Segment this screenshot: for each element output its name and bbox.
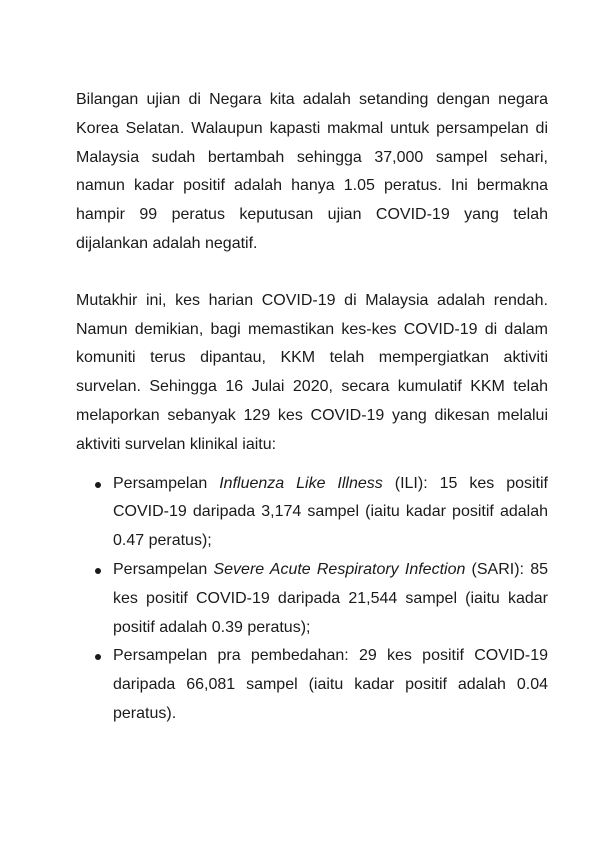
list-item-prefix: Persampelan [113, 474, 220, 492]
list-item-prefix: Persampelan [113, 560, 214, 578]
list-item-pre-surgery [76, 642, 548, 728]
list-item-ili [76, 470, 548, 556]
bullet-icon [95, 482, 101, 488]
bullet-icon [95, 654, 101, 660]
list-item-italic-term: Influenza Like Illness [219, 474, 383, 492]
list-item-text: Persampelan pra pembedahan: 29 kes positif COVID-19 daripada 66,081 sampel (iaitu kadar positif adalah 0.04 peratus). [113, 647, 548, 722]
list-item-suffix: (ILI): 15 kes positif COVID-19 daripada 3,174 sampel (iaitu kadar positif adalah 0.47 peratus); [113, 474, 549, 550]
bullet-icon [95, 568, 101, 574]
list-item-suffix: (SARI): 85 kes positif COVID-19 daripada 21,544 sampel (iaitu kadar positif adalah 0.39 peratus); [113, 560, 548, 636]
list-item-sari [76, 556, 548, 642]
paragraph-testing-capacity: Bilangan ujian di Negara kita adalah setanding dengan negara Korea Selatan. Walaupun kapasti makmal untuk persampelan di Malaysia sudah bertambah sehingga 37,000 sampel sehari, namun kadar positif adalah hanya 1.05 peratus. Ini bermakna hampir 99 peratus keputusan ujian COVID-19 yang telah dijalankan adalah negatif. [76, 91, 548, 252]
document-page [76, 86, 548, 729]
list-item-italic-term: Severe Acute Respiratory Infection [213, 560, 466, 578]
paragraph-surveillance: Mutakhir ini, kes harian COVID-19 di Malaysia adalah rendah. Namun demikian, bagi memastikan kes-kes COVID-19 di dalam komuniti terus dipantau, KKM telah mempergiatkan aktiviti survelan. Sehingga 16 Julai 2020, secara kumulatif KKM telah melaporkan sebanyak 129 kes COVID-19 yang dikesan melalui aktiviti survelan klinikal iaitu: [76, 291, 548, 453]
surveillance-results-list [76, 470, 548, 729]
